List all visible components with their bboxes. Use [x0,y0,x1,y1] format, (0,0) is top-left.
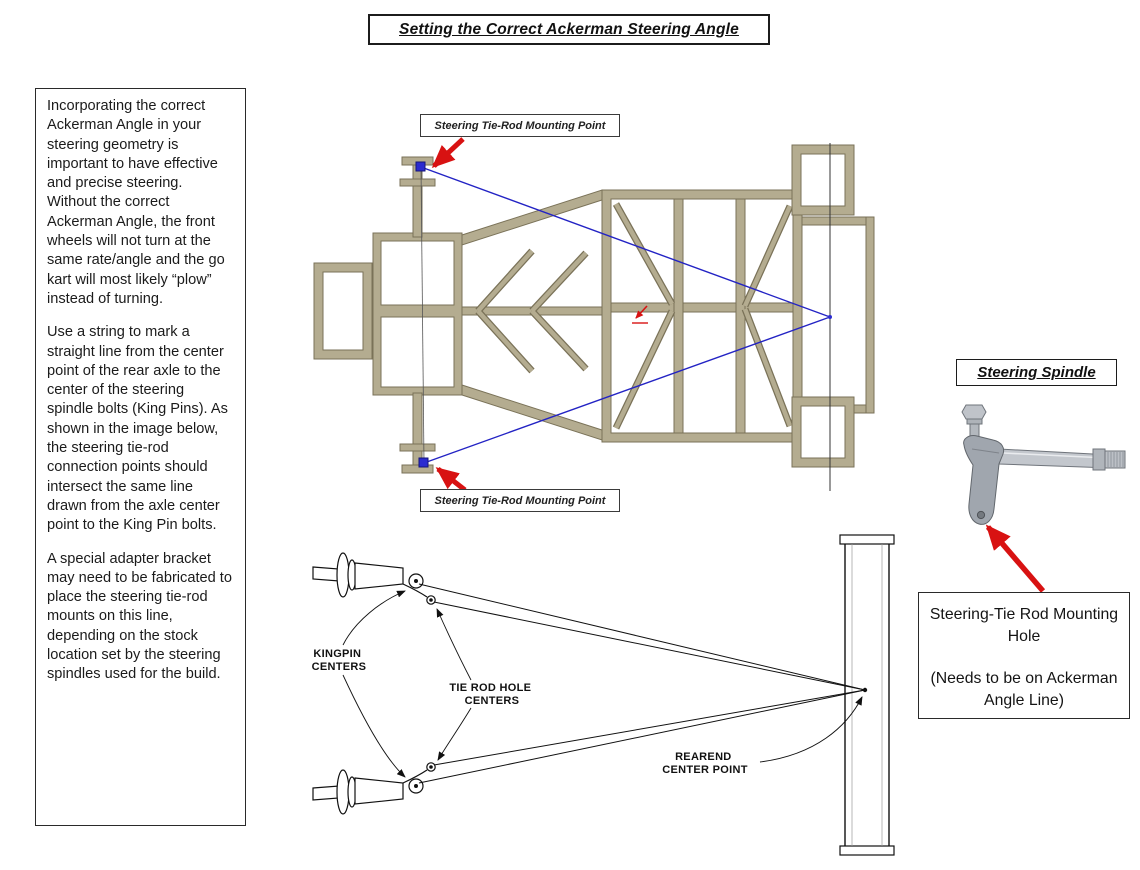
instructions-panel [35,88,246,826]
instructions-paragraph-1: Incorporating the correct Ackerman Angle in your steering geometry is important to have effective and precise steering. Without the correct Ackerman Angle, the front wheels will not turn at the same rate/angle and the go kart will most likely “plow” instead of turning. [47,98,225,307]
tie-rod-label-top-text: Steering Tie-Rod Mounting Point [434,119,606,132]
red-arrow-bottom [438,469,465,490]
tie-rod-point-top [416,162,425,171]
kingpin-leader-bottom [343,675,405,777]
instructions-paragraph-2: Use a string to mark a straight line from the center point of the rear axle to the center of the steering spindle bolts (King Pins). As shown in the image below, the steering tie-rod connection points should intersect the same line drawn from the axle center point to the King Pin bolts. [47,324,228,534]
page-title-text: Setting the Correct Ackerman Steering Angle [399,20,739,38]
spindle-caption-line-2: (Needs to be on Ackerman Angle Line) [930,670,1118,709]
kingpin-leader-top [343,591,405,645]
instructions-paragraph-3: A special adapter bracket may need to be fabricated to place the steering tie-rod mounts on this line, depending on the stock location set by the steering spindles used for the build. [47,550,232,683]
rear-axle-center-point [828,315,832,319]
spindle-red-arrow [988,527,1043,591]
steering-spindle-title-text: Steering Spindle [977,364,1096,381]
spindle-part [962,405,1125,524]
spindle-caption-line-1: Steering-Tie Rod Mounting Hole [929,606,1119,645]
tie-rod-point-bottom [419,458,428,467]
kingpin-centers-label: KINGPIN CENTERS [311,648,367,673]
tie-rod-label-top [420,114,620,137]
spindle-caption-box [918,592,1130,719]
red-arrow-top [434,139,463,166]
tie-rod-leader-top [437,609,471,680]
rear-axle-tube [840,535,894,855]
steering-spindle-title [956,359,1117,386]
tie-rod-mounting-hole [977,511,984,518]
chassis-top-view-diagram [280,105,940,525]
diagram-labels [312,591,862,777]
front-spindle-bottom [313,763,435,814]
rearend-center-point-label: REAREND CENTER POINT [662,751,748,776]
tie-rod-hole-centers-label: TIE ROD HOLE CENTERS [449,682,532,707]
rearend-center-point [863,688,867,692]
front-spindle-top [313,553,435,604]
chassis-frame [314,145,874,473]
tie-rod-label-bottom-text: Steering Tie-Rod Mounting Point [434,494,606,507]
shaft-nut [1093,449,1105,470]
spindle-bracket [964,436,1004,525]
kingpin-bolt-head [962,405,986,419]
page-title [368,14,770,45]
steering-spindle-photo [915,393,1140,598]
ackerman-geometry-diagram [285,505,905,862]
tie-rod-leader-bottom [438,708,471,760]
